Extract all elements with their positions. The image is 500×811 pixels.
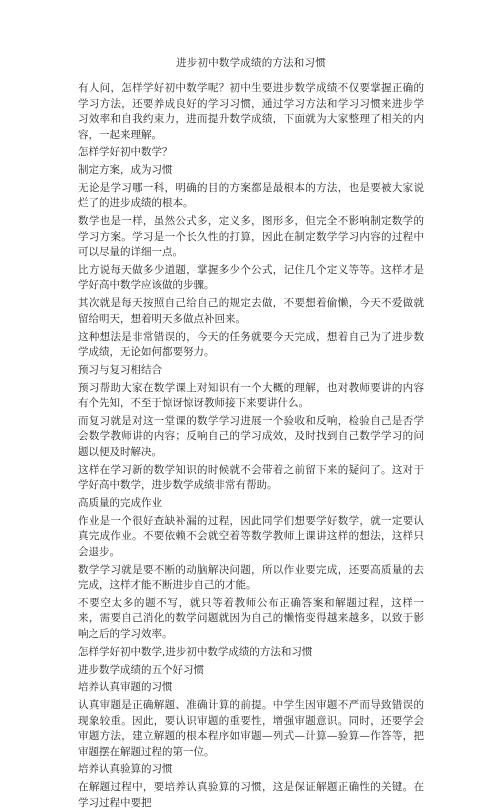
paragraph: 培养认真审题的习惯 <box>78 681 173 694</box>
paragraph: 预习与复习相结合 <box>78 363 162 376</box>
paragraph: 这样在学习新的数学知识的时候就不会带着之前留下来的疑问了。这对于学好高中数学，进步数学成绩非常有帮助。 <box>78 463 424 492</box>
paragraph: 怎样学好初中数学,进步初中数学成绩的方法和习惯 <box>78 645 313 658</box>
paragraph: 不要空太多的题不写，就只等着教师公布正确答案和解题过程，这样一来，需要自己消化的数学问题就因为自己的懒惰变得越来越多，以致于影响之后的学习效率。 <box>78 596 424 640</box>
paragraph: 数学也是一样，虽然公式多，定义多，图形多，但完全不影响制定数学的学习方案。学习是一个长久性的打算，因此在制定数学学习内容的过程中可以尽量的详细一点。 <box>78 215 424 259</box>
paragraph: 无论是学习哪一科，明确的目的方案都是最根本的方法，也是要被大家说烂了的进步成绩的根本。 <box>78 181 424 210</box>
paragraph: 怎样学好初中数学？ <box>78 146 173 159</box>
document-body <box>78 81 424 811</box>
paragraph: 有人问，怎样学好初中数学呢？初中生要进步数学成绩不仅要掌握正确的学习方法，还要养成良好的学习习惯，通过学习方法和学习习惯来进步学习效率和自我约束力，进而提升数学成绩，下面就为大家整理了相关的内容，一起来理解。 <box>78 82 424 141</box>
paragraph: 在解题过程中，要培养认真验算的习惯，这是保证解题正确性的关键。在学习过程中要把 <box>78 781 424 809</box>
paragraph: 作业是一个很好查缺补漏的过程，因此同学们想要学好数学，就一定要认真完成作业。不要依赖不会就空着等数学教师上课讲这样的想法，这样只会退步。 <box>78 514 424 558</box>
paragraph: 数学学习就是要不断的动脑解决问题，所以作业要完成，还要高质量的去完成，这样才能不断进步自己的才能。 <box>78 563 424 592</box>
paragraph: 预习帮助大家在数学课上对知识有一个大概的理解，也对教师要讲的内容有个先知，不至于惊讶惊讶教师接下来要讲什么。 <box>78 381 424 410</box>
paragraph: 认真审题是正确解题、准确计算的前提。中学生因审题不严而导致错误的现象较重。因此，要认识审题的重要性，增强审题意识。同时，还要学会审题方法，建立解题的根本程序如审题—列式—计算—验算—作答等，把审题摆在解题过程的第一位。 <box>78 699 424 758</box>
paragraph: 而复习就是对这一堂课的数学学习进展一个验收和反响，检验自己是否学会数学教师讲的内容；反响自己的学习成效，及时找到自己数学学习的问题以便及时解决。 <box>78 414 424 458</box>
paragraph: 高质量的完成作业 <box>78 497 162 510</box>
paragraph: 其次就是每天按照自己给自己的规定去做，不要想着偷懒，今天不爱做就留给明天，想着明天多做点补回来。 <box>78 297 424 325</box>
paragraph: 比方说每天做多少道题，掌握多少个公式，记住几个定义等等。这样才是学好高中数学应该做的步骤。 <box>78 263 424 292</box>
paragraph: 制定方案，成为习惯 <box>78 164 173 177</box>
paragraph: 这种想法是非常错误的，今天的任务就要今天完成，想着自己为了进步数学成绩，无论如何都要努力。 <box>78 330 424 359</box>
document-title: 进步初中数学成绩的方法和习惯 <box>176 57 326 69</box>
paragraph: 培养认真验算的习惯 <box>78 763 173 776</box>
paragraph: 进步数学成绩的五个好习惯 <box>78 663 204 676</box>
